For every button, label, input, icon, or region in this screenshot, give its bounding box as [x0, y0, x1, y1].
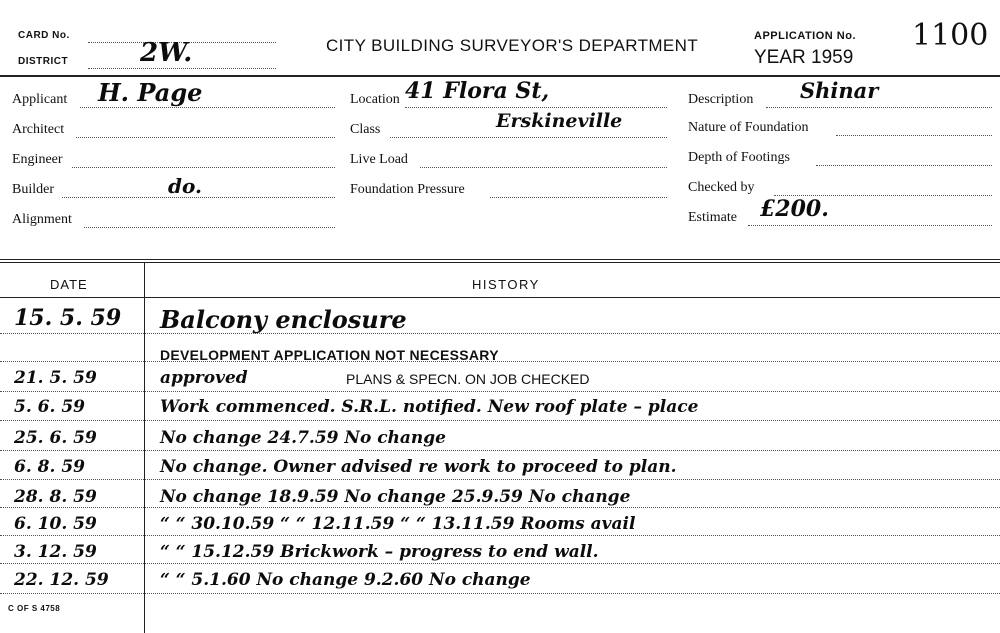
- history-date: 28. 8. 59: [14, 487, 97, 507]
- architect-line: [76, 137, 335, 138]
- history-row-line: [0, 593, 1000, 594]
- history-row-line: [0, 333, 1000, 334]
- history-row-line: [0, 507, 1000, 508]
- date-header: DATE: [50, 277, 88, 292]
- history-date: 3. 12. 59: [14, 542, 97, 562]
- history-divider-top: [0, 259, 1000, 260]
- history-entry: No change 18.9.59 No change 25.9.59 No change: [160, 487, 631, 507]
- history-entry: approved: [160, 368, 248, 388]
- alignment-line: [84, 227, 335, 228]
- history-date: 21. 5. 59: [14, 368, 97, 388]
- history-entry: “ “ 5.1.60 No change 9.2.60 No change: [160, 570, 531, 590]
- alignment-label: Alignment: [12, 212, 72, 227]
- history-row-line: [0, 450, 1000, 451]
- history-row-line: [0, 535, 1000, 536]
- card-no-label: CARD No.: [18, 30, 70, 41]
- nature-label: Nature of Foundation: [688, 120, 809, 135]
- history-row-line: [0, 361, 1000, 362]
- live-load-label: Live Load: [350, 152, 408, 167]
- live-load-line: [420, 167, 667, 168]
- builder-label: Builder: [12, 182, 54, 197]
- year-label: YEAR 1959: [754, 47, 854, 68]
- history-date: 15. 5. 59: [14, 305, 122, 331]
- applicant-label: Applicant: [12, 92, 68, 107]
- application-label: APPLICATION No.: [754, 30, 857, 42]
- location-line: [405, 107, 667, 108]
- history-row-line: [0, 391, 1000, 392]
- applicant-line: [80, 107, 335, 108]
- class-label: Class: [350, 122, 381, 137]
- history-row-line: [0, 563, 1000, 564]
- history-row-line: [0, 420, 1000, 421]
- depth-line: [816, 165, 992, 166]
- nature-line: [836, 135, 992, 136]
- history-header-rule: [0, 297, 1000, 298]
- stamp-not-necessary: DEVELOPMENT APPLICATION NOT NECESSARY: [160, 347, 499, 363]
- history-entry: Balcony enclosure: [160, 305, 407, 334]
- history-entry: No change. Owner advised re work to proceed to plan.: [160, 457, 677, 477]
- history-divider-top-2: [0, 262, 1000, 263]
- class-value: Erskineville: [496, 110, 623, 132]
- history-header: HISTORY: [472, 277, 540, 292]
- builder-value: do.: [168, 174, 202, 198]
- estimate-label: Estimate: [688, 210, 737, 225]
- engineer-label: Engineer: [12, 152, 63, 167]
- district-line: [88, 68, 276, 69]
- applicant-value: H. Page: [98, 78, 203, 107]
- description-line: [766, 107, 992, 108]
- typed-plans-checked: PLANS & SPECN. ON JOB CHECKED: [346, 371, 590, 387]
- location-label: Location: [350, 92, 400, 107]
- description-value: Shinar: [800, 78, 879, 103]
- department-title: CITY BUILDING SURVEYOR'S DEPARTMENT: [326, 36, 699, 55]
- application-number: 1100: [912, 18, 989, 53]
- estimate-line: [748, 225, 992, 226]
- history-date: 5. 6. 59: [14, 397, 85, 417]
- history-date: 25. 6. 59: [14, 428, 97, 448]
- header-divider: [0, 75, 1000, 77]
- depth-label: Depth of Footings: [688, 150, 790, 165]
- checked-label: Checked by: [688, 180, 755, 195]
- district-value: 2W.: [140, 38, 193, 68]
- architect-label: Architect: [12, 122, 65, 137]
- date-column-divider: [144, 263, 145, 633]
- history-entry: No change 24.7.59 No change: [160, 428, 446, 448]
- foundation-pressure-label: Foundation Pressure: [350, 182, 465, 197]
- history-date: 6. 8. 59: [14, 457, 85, 477]
- foundation-pressure-line: [490, 197, 667, 198]
- location-value: 41 Flora St,: [405, 78, 550, 104]
- history-date: 22. 12. 59: [14, 570, 109, 590]
- history-date: 6. 10. 59: [14, 514, 97, 534]
- engineer-line: [72, 167, 335, 168]
- history-row-line: [0, 479, 1000, 480]
- history-entry: “ “ 15.12.59 Brickwork – progress to end wall.: [160, 542, 599, 562]
- description-label: Description: [688, 92, 754, 107]
- history-entry: Work commenced. S.R.L. notified. New roof plate – place: [160, 397, 699, 417]
- estimate-value: £200.: [760, 196, 829, 222]
- history-entry: “ “ 30.10.59 “ “ 12.11.59 “ “ 13.11.59 Rooms avail: [160, 514, 636, 534]
- class-line: [390, 137, 667, 138]
- district-label: DISTRICT: [18, 56, 69, 67]
- form-code: C OF S 4758: [8, 604, 61, 613]
